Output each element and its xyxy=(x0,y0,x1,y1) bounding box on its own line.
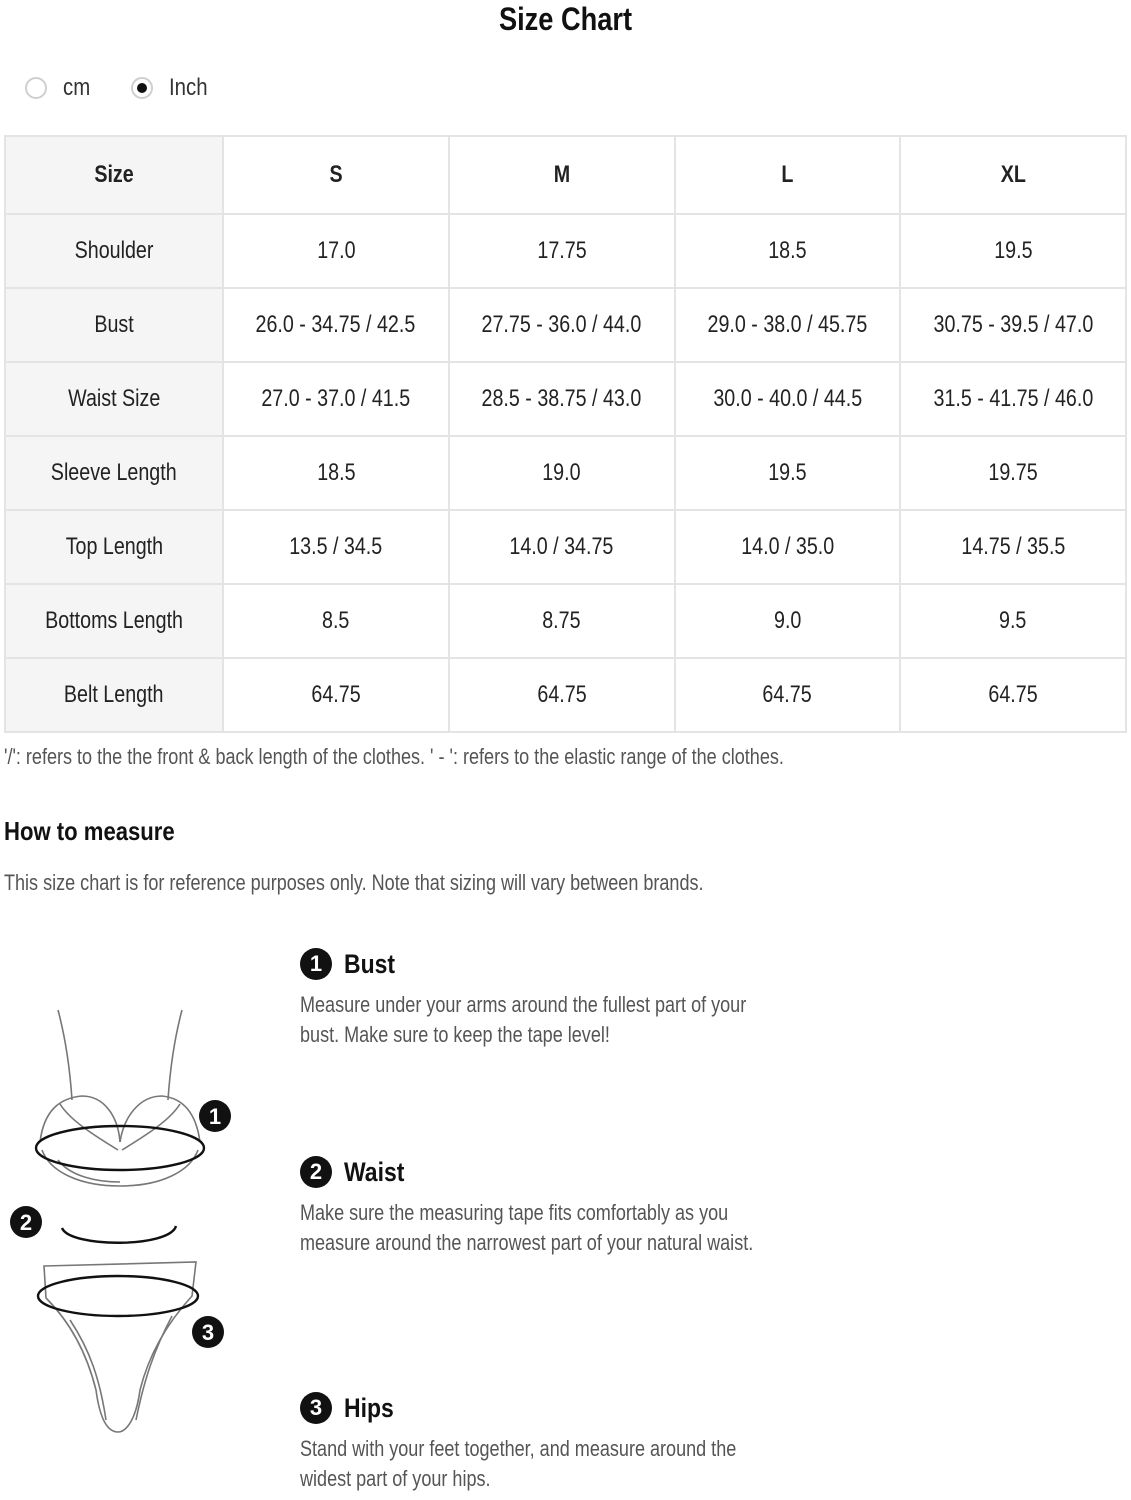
step-number-badge: 3 xyxy=(300,1392,332,1424)
table-cell: 30.0 - 40.0 / 44.5 xyxy=(675,362,901,436)
table-row xyxy=(5,214,1126,288)
step-waist xyxy=(300,1152,820,1258)
row-label: Sleeve Length xyxy=(5,436,223,510)
radio-checked-icon xyxy=(131,77,153,99)
table-cell: 18.5 xyxy=(223,436,449,510)
table-cell: 14.0 / 35.0 xyxy=(675,510,901,584)
step-title: Hips xyxy=(344,1392,394,1423)
table-cell: 17.0 xyxy=(223,214,449,288)
row-label: Bust xyxy=(5,288,223,362)
table-cell: 27.0 - 37.0 / 41.5 xyxy=(223,362,449,436)
table-header-row xyxy=(5,136,1126,214)
unit-radio-inch[interactable] xyxy=(131,74,214,102)
marker-3 xyxy=(192,1316,224,1348)
table-cell: 17.75 xyxy=(449,214,675,288)
size-header-cell: Size xyxy=(5,136,223,214)
step-hips xyxy=(300,1388,820,1494)
row-label: Shoulder xyxy=(5,214,223,288)
measurement-figure xyxy=(0,1000,240,1440)
step-description: Make sure the measuring tape fits comfortably as you measure around the narrowest part of your natural waist. xyxy=(300,1200,754,1255)
column-header: L xyxy=(675,136,901,214)
radio-unchecked-icon xyxy=(25,77,47,99)
page-title: Size Chart xyxy=(498,1,632,37)
table-cell: 30.75 - 39.5 / 47.0 xyxy=(900,288,1126,362)
step-number-badge: 1 xyxy=(300,948,332,980)
table-cell: 19.5 xyxy=(900,214,1126,288)
table-cell: 18.5 xyxy=(675,214,901,288)
marker-1-label: 1 xyxy=(208,1104,222,1129)
table-cell: 9.0 xyxy=(675,584,901,658)
unit-label-inch: Inch xyxy=(169,74,208,101)
unit-label-cm: cm xyxy=(63,74,91,101)
step-header xyxy=(300,1152,820,1192)
waist-tape-line xyxy=(62,1226,176,1243)
table-row xyxy=(5,362,1126,436)
table-cell: 19.75 xyxy=(900,436,1126,510)
table-cell: 28.5 - 38.75 / 43.0 xyxy=(449,362,675,436)
bust-tape-line xyxy=(36,1126,204,1170)
table-cell: 29.0 - 38.0 / 45.75 xyxy=(675,288,901,362)
table-row xyxy=(5,436,1126,510)
table-row xyxy=(5,510,1126,584)
table-cell: 19.0 xyxy=(449,436,675,510)
table-cell: 13.5 / 34.5 xyxy=(223,510,449,584)
row-label: Belt Length xyxy=(5,658,223,732)
marker-2 xyxy=(10,1206,42,1238)
table-note: '/': refers to the the front & back length of the clothes. ' - ': refers to the elastic range of the clothes. xyxy=(4,744,784,769)
table-row xyxy=(5,288,1126,362)
table-cell: 26.0 - 34.75 / 42.5 xyxy=(223,288,449,362)
step-bust xyxy=(300,944,820,1050)
marker-3-label: 3 xyxy=(201,1320,215,1345)
column-header: S xyxy=(223,136,449,214)
step-description: Measure under your arms around the fullest part of your bust. Make sure to keep the tape level! xyxy=(300,992,747,1047)
unit-toggle xyxy=(25,70,250,106)
table-cell: 14.0 / 34.75 xyxy=(449,510,675,584)
step-number-badge: 2 xyxy=(300,1156,332,1188)
table-row xyxy=(5,584,1126,658)
step-header xyxy=(300,1388,820,1428)
table-row xyxy=(5,658,1126,732)
table-cell: 9.5 xyxy=(900,584,1126,658)
table-cell: 27.75 - 36.0 / 44.0 xyxy=(449,288,675,362)
table-cell: 19.5 xyxy=(675,436,901,510)
table-cell: 64.75 xyxy=(900,658,1126,732)
column-header: XL xyxy=(900,136,1126,214)
table-cell: 64.75 xyxy=(675,658,901,732)
howto-subtitle: This size chart is for reference purposes only. Note that sizing will vary between brands. xyxy=(4,870,704,895)
marker-2-label: 2 xyxy=(19,1210,33,1235)
row-label: Bottoms Length xyxy=(5,584,223,658)
table-cell: 31.5 - 41.75 / 46.0 xyxy=(900,362,1126,436)
step-title: Waist xyxy=(344,1156,405,1187)
marker-1 xyxy=(199,1100,231,1132)
table-cell: 8.75 xyxy=(449,584,675,658)
table-cell: 14.75 / 35.5 xyxy=(900,510,1126,584)
step-header xyxy=(300,944,820,984)
step-description: Stand with your feet together, and measure around the widest part of your hips. xyxy=(300,1436,737,1491)
step-title: Bust xyxy=(344,948,395,979)
table-cell: 8.5 xyxy=(223,584,449,658)
howto-title: How to measure xyxy=(4,816,175,846)
table-cell: 64.75 xyxy=(223,658,449,732)
size-table xyxy=(4,135,1127,733)
row-label: Waist Size xyxy=(5,362,223,436)
row-label: Top Length xyxy=(5,510,223,584)
column-header: M xyxy=(449,136,675,214)
unit-radio-cm[interactable] xyxy=(25,74,95,102)
table-cell: 64.75 xyxy=(449,658,675,732)
hip-tape-line xyxy=(38,1276,198,1316)
